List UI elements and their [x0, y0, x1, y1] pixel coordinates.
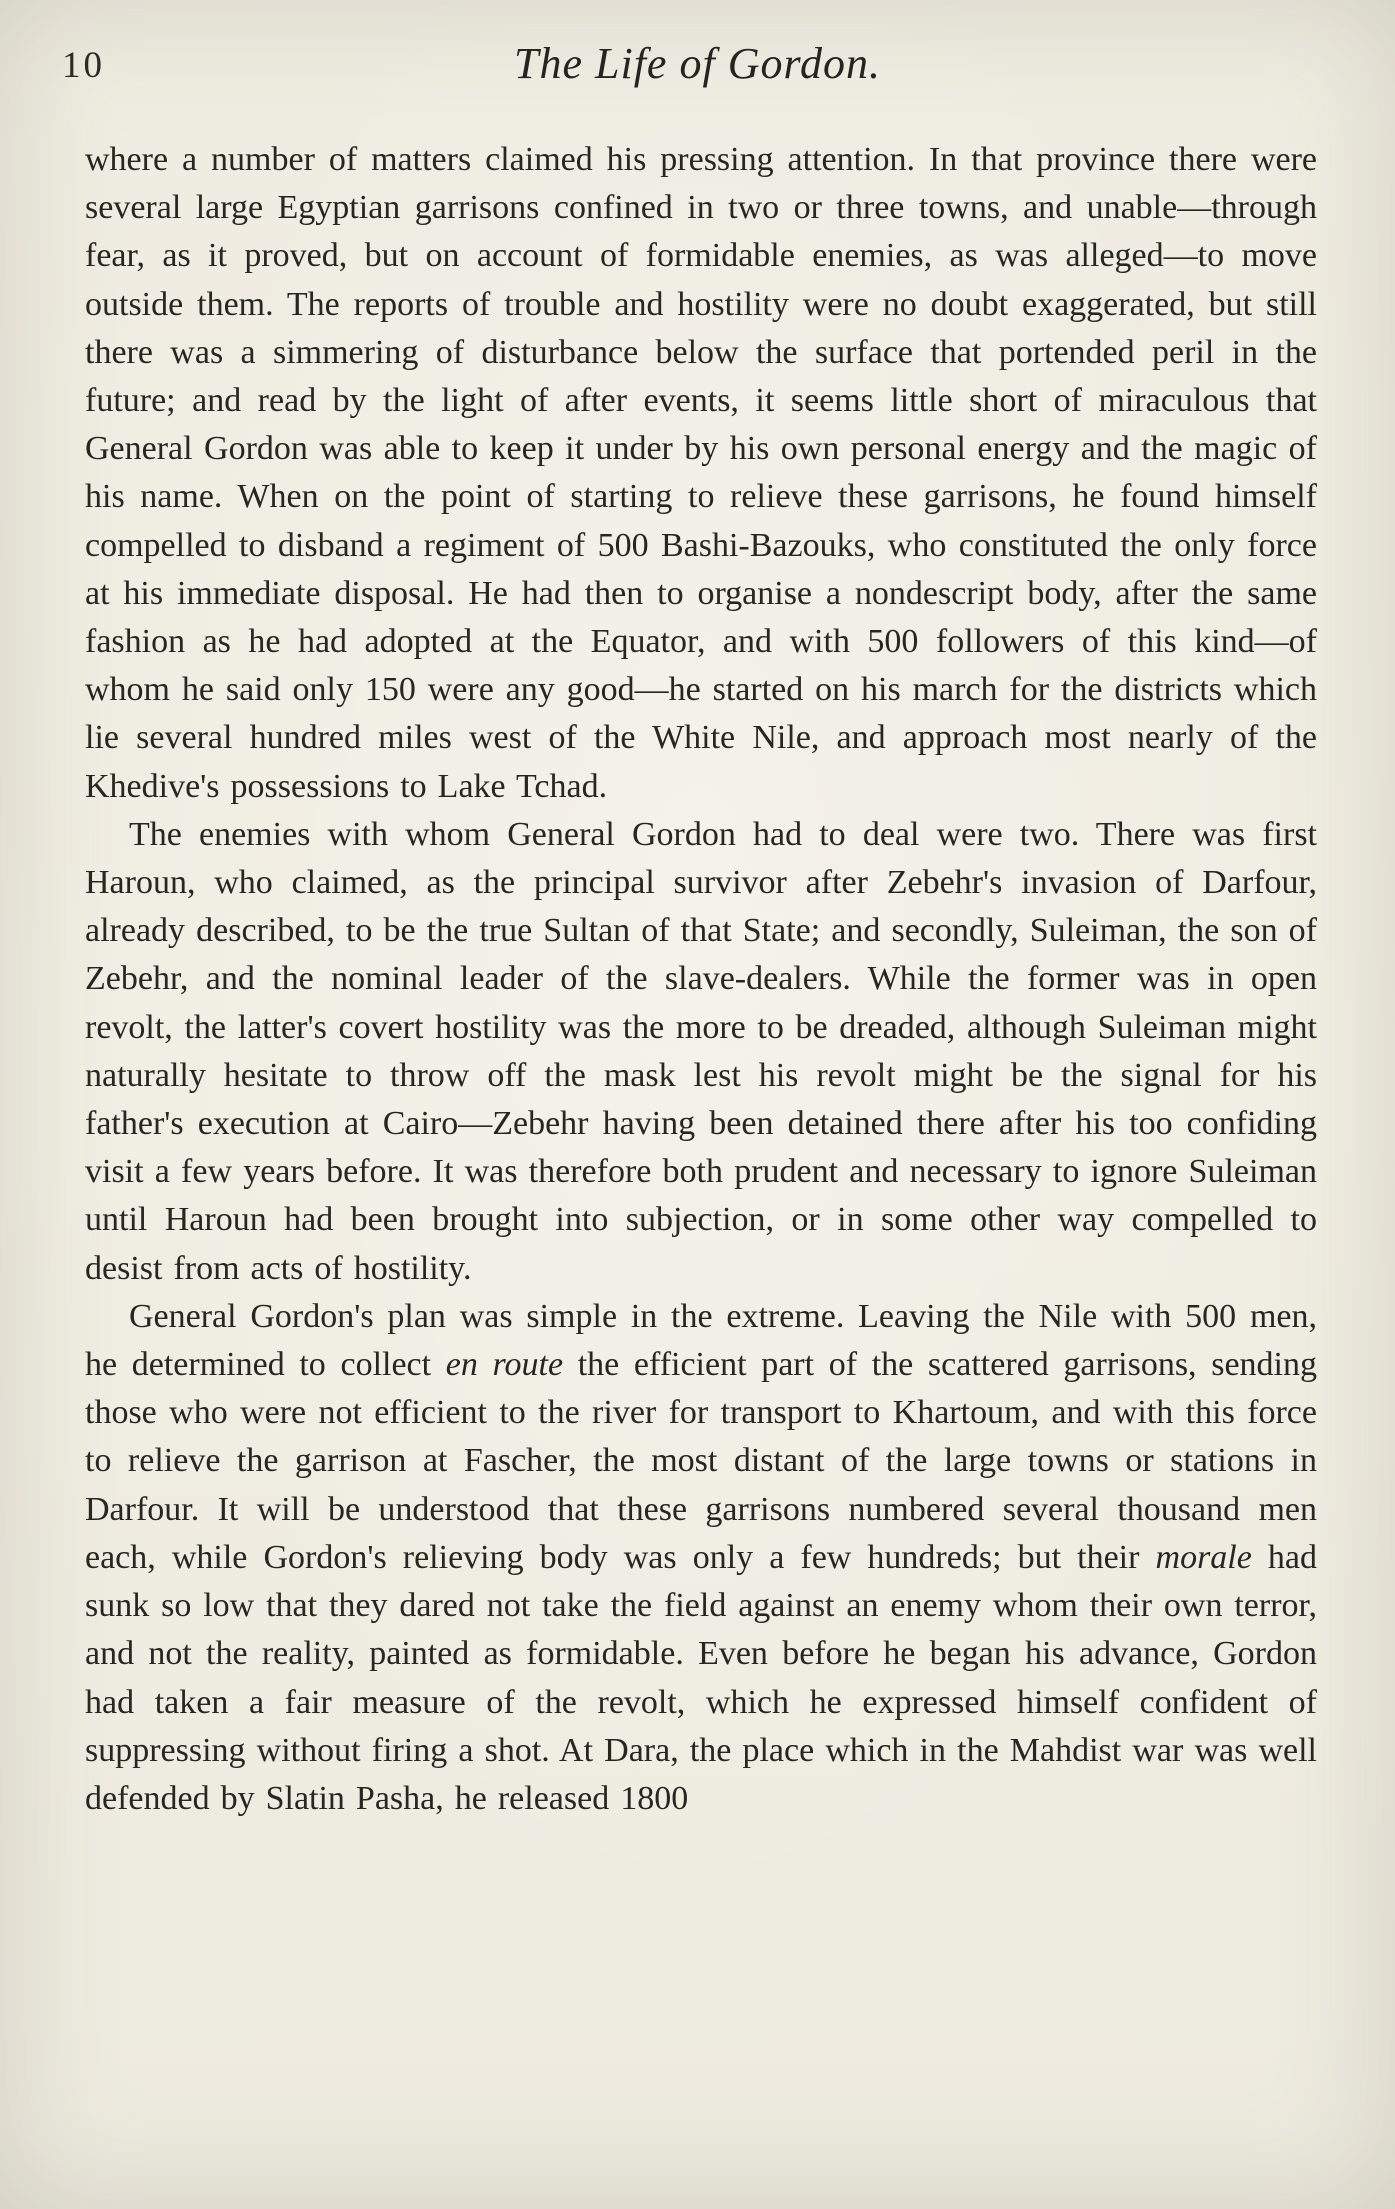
paragraph: [85, 1293, 1317, 1823]
italic-phrase: en route: [445, 1346, 564, 1384]
page-number: 10: [62, 45, 105, 86]
page-body: [85, 136, 1317, 1823]
paragraph-text: General Gordon's plan was simple in the extreme. Leaving the Nile with 500 men, he determined to collect: [85, 1297, 1317, 1384]
paragraph-continuation: [85, 136, 1317, 811]
italic-phrase: morale: [1155, 1538, 1252, 1576]
page-header: [0, 38, 1395, 98]
running-title: The Life of Gordon.: [514, 39, 881, 88]
paragraph-text: The enemies with whom General Gordon had to deal were two. There was first Haroun, who claimed, as the principal survivor after Zebehr's invasion of Darfour, already described, to be the true Sultan of that State; and secondly, Suleiman, the son of Zebehr, and the nominal leader of the slave-dealers. While the former was in open revolt, the latter's covert hostility was the more to be dreaded, although Suleiman might naturally hesitate to throw off the mask lest his revolt might be the signal for his father's execution at Cairo—Zebehr having been detained there after his too confiding visit a few years before. It was therefore both prudent and necessary to ignore Suleiman until Haroun had been brought into subjection, or in some other way compelled to desist from acts of hostility.: [85, 815, 1317, 1287]
paragraph-text: the efficient part of the scattered garrisons, sending those who were not efficient to the river for transport to Khartoum, and with this force to relieve the garrison at Fascher, the most distant of the large towns or stations in Darfour. It will be understood that these garrisons numbered several thousand men each, while Gordon's relieving body was only a few hundreds; but their: [85, 1346, 1317, 1576]
paragraph-text: where a number of matters claimed his pressing attention. In that province there were several large Egyptian garrisons confined in two or three towns, and unable—through fear, as it proved, but on account of formidable enemies, as was alleged—to move outside them. The reports of trouble and hostility were no doubt exaggerated, but still there was a simmering of disturbance below the surface that portended peril in the future; and read by the light of after events, it seems little short of miraculous that General Gordon was able to keep it under by his own personal energy and the magic of his name. When on the point of starting to relieve these garrisons, he found himself compelled to disband a regiment of 500 Bashi-Bazouks, who constituted the only force at his immediate disposal. He had then to organise a nondescript body, after the same fashion as he had adopted at the Equator, and with 500 followers of this kind—of whom he said only 150 were any good—he started on his march for the districts which lie several hundred miles west of the White Nile, and approach most nearly of the Khedive's possessions to Lake Tchad.: [85, 141, 1317, 805]
paragraph: [85, 811, 1317, 1293]
paragraph-text: had sunk so low that they dared not take the field against an enemy whom their own terror, and not the reality, painted as formidable. Even before he began his advance, Gordon had taken a fair measure of the revolt, which he expressed himself confident of suppressing without firing a shot. At Dara, the place which in the Mahdist war was well defended by Slatin Pasha, he released 1800: [85, 1538, 1318, 1817]
